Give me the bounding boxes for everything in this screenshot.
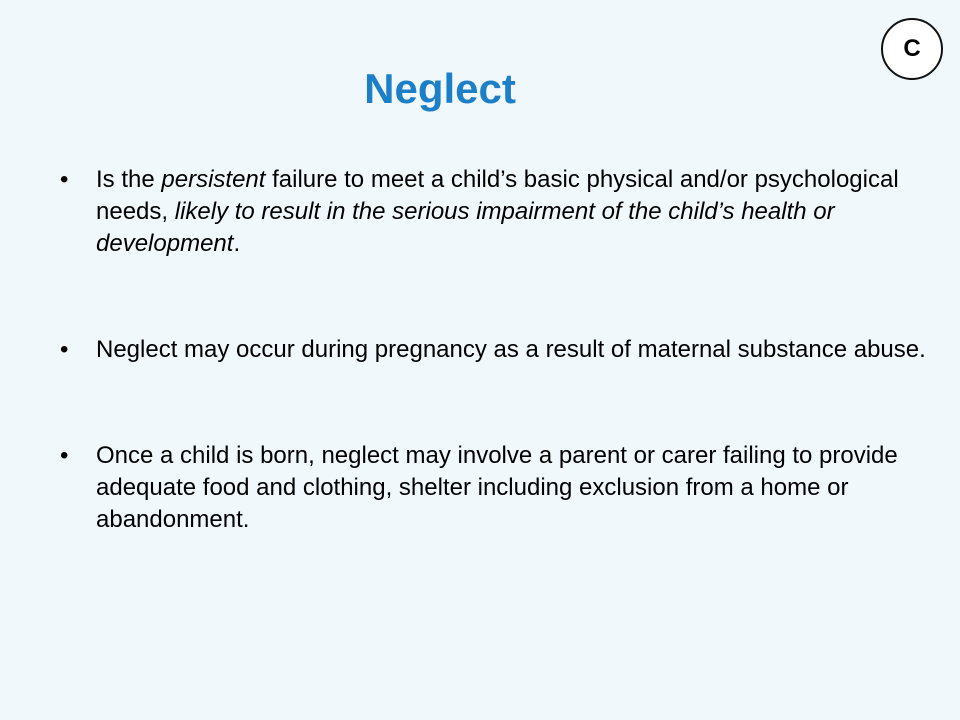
bullet-3-text: Once a child is born, neglect may involve a parent or carer failing to provide adequate food and clothing, shelter including exclusion from a home or abandonment. (96, 442, 898, 533)
bullet-item-1 (56, 164, 936, 260)
bullet-1-text (96, 166, 899, 257)
bullet-1-seg-2: persistent (161, 166, 266, 193)
slide-title: Neglect (364, 65, 516, 112)
bullet-1-seg-4: likely to result in the serious impairment of the child’s health or development (96, 198, 835, 257)
bullet-list (56, 164, 936, 536)
bullet-dot-icon: • (60, 442, 69, 469)
bullet-dot-icon: • (60, 166, 69, 193)
bullet-item-2 (56, 334, 936, 366)
bullet-2-text: Neglect may occur during pregnancy as a result of maternal substance abuse. (96, 336, 926, 363)
section-badge: C (881, 18, 943, 80)
bullet-1-seg-5: . (233, 230, 241, 257)
bullet-1-seg-1: Is the (96, 166, 162, 193)
bullet-dot-icon: • (60, 336, 69, 363)
bullet-1-seg-3: failure to meet a child’s basic physical and/or psychological needs, (96, 166, 899, 225)
bullet-item-3 (56, 440, 936, 536)
